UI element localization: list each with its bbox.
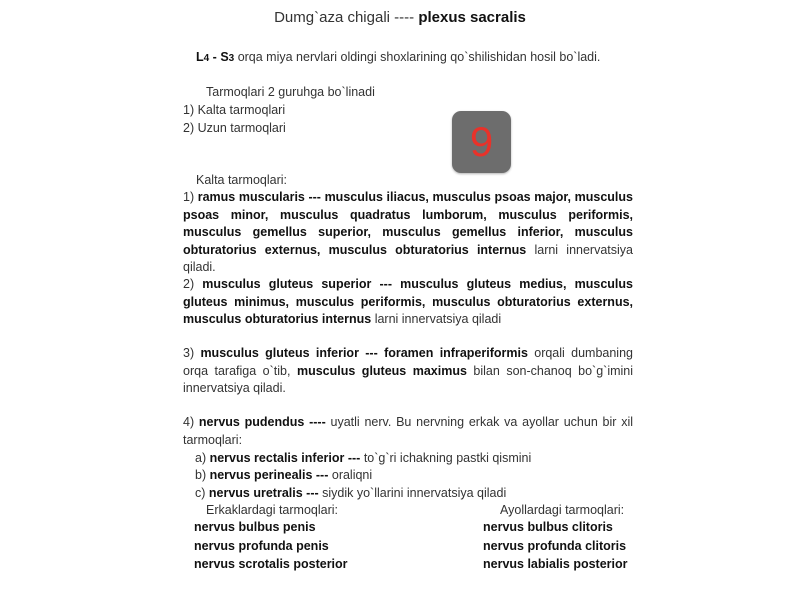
p4-num: 4) <box>183 415 199 429</box>
p3-mid: orqali dumbaning orqa tarafiga o`tib, <box>183 346 633 378</box>
intro-line <box>196 49 636 68</box>
male-branches-list <box>194 519 424 575</box>
sub-item-c <box>195 485 506 503</box>
sub-item-b-label: b) <box>195 468 210 482</box>
male-branches-heading: Erkaklardagi tarmoqlari: <box>206 503 338 517</box>
female-item-2: nervus profunda clitoris <box>483 538 627 553</box>
page-number: 9 <box>469 118 494 165</box>
sub-item-b-rest: oraliqni <box>328 468 373 482</box>
sub-item-b <box>195 467 372 485</box>
female-branches-list <box>483 519 643 575</box>
p3-bold-2: musculus gluteus maximus <box>296 363 467 378</box>
group-item-2: 2) Uzun tarmoqlari <box>183 121 286 135</box>
male-item-3: nervus scrotalis posterior <box>194 557 348 571</box>
paragraph-1 <box>183 189 633 277</box>
sub-item-a <box>195 450 531 468</box>
paragraph-3 <box>183 345 633 398</box>
female-branches-heading: Ayollardagi tarmoqlari: <box>500 503 625 517</box>
male-item-2: nervus profunda penis <box>194 538 329 553</box>
page-number-badge <box>452 111 511 173</box>
short-branches-heading: Kalta tarmoqlari: <box>196 173 288 187</box>
intro-dash: - <box>209 50 221 64</box>
female-item-3: nervus labialis posterior <box>483 557 628 571</box>
p3-num: 3) <box>183 346 201 360</box>
page-title <box>0 9 800 27</box>
intro-s-sub: 3 <box>228 53 235 64</box>
p2-num: 2) <box>183 277 203 291</box>
p2-bold: musculus gluteus superior --- musculus gluteus medius, musculus gluteus minimus, musculus periformis, musculus obturatorius externus, musculus obturatorius internus <box>183 277 633 326</box>
paragraph-2 <box>183 276 633 329</box>
p1-bold: ramus muscularis --- musculus iliacus, musculus psoas major, musculus psoas minor, musculus quadratus lumborum, musculus periformis, musculus gemellus superior, musculus gemellus inferior, musculus obturatorius externus, musculus obturatorius internus <box>183 190 633 257</box>
groups-heading: Tarmoqlari 2 guruhga bo`linadi <box>206 85 375 99</box>
sub-item-a-bold: nervus rectalis inferior --- <box>209 451 361 465</box>
intro-s: S <box>220 50 229 64</box>
intro-l-sub: 4 <box>203 53 210 64</box>
female-item-1: nervus bulbus clitoris <box>483 520 613 534</box>
title-prefix: Dumg`aza chigali ---- <box>274 9 415 26</box>
title-bold: plexus sacralis <box>418 9 526 26</box>
sub-item-a-rest: to`g`ri ichakning pastki qismini <box>360 451 532 465</box>
sub-item-c-bold: nervus uretralis --- <box>208 486 319 500</box>
p2-rest: larni innervatsiya qiladi <box>371 312 502 326</box>
intro-text: orqa miya nervlari oldingi shoxlarining qo`shilishidan hosil bo`ladi. <box>234 50 601 64</box>
sub-item-a-label: a) <box>195 451 210 465</box>
intro-l: L <box>196 50 204 64</box>
p3-rest: bilan son-chanoq bo`g`imini innervatsiya qiladi. <box>183 363 634 395</box>
p1-num: 1) <box>183 190 198 204</box>
p1-rest: larni innervatsiya qiladi. <box>183 242 633 274</box>
sub-item-c-label: c) <box>195 486 209 500</box>
group-item-1: 1) Kalta tarmoqlari <box>183 103 286 117</box>
sub-item-b-bold: nervus perinealis --- <box>209 468 329 482</box>
p3-bold-1: musculus gluteus inferior --- foramen infraperiformis <box>200 346 528 360</box>
paragraph-4 <box>183 414 633 449</box>
p4-bold: nervus pudendus ---- <box>198 415 326 429</box>
p4-rest: uyatli nerv. Bu nervning erkak va ayollar uchun bir xil tarmoqlari: <box>183 415 633 447</box>
sub-item-c-rest: siydik yo`llarini innervatsiya qiladi <box>318 486 507 500</box>
male-item-1: nervus bulbus penis <box>194 520 316 534</box>
